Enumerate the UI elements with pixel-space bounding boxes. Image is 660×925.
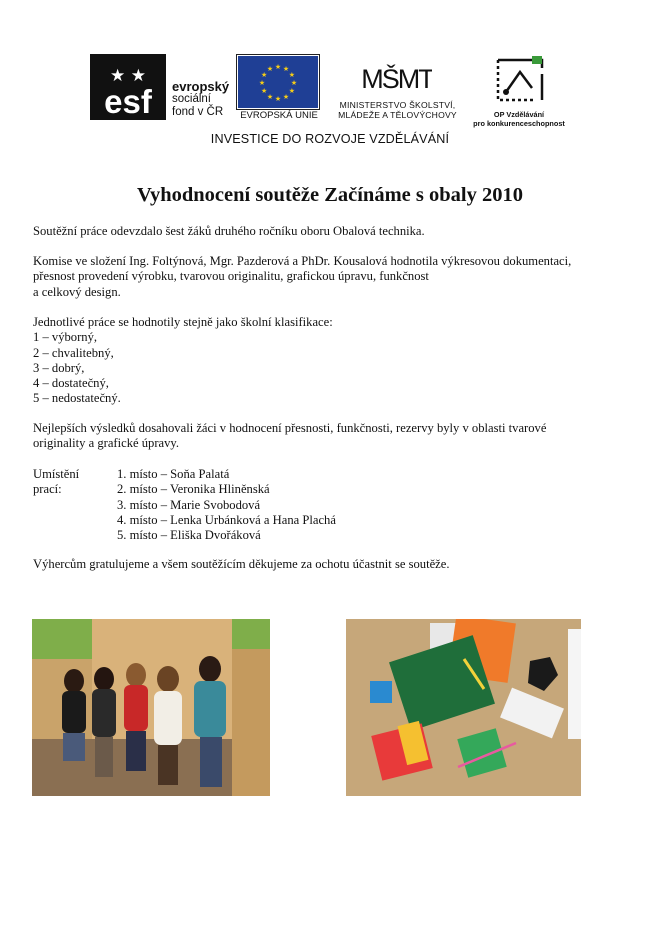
packaging-photo	[346, 619, 581, 796]
msmt-logo	[362, 54, 432, 98]
committee-line: přesnost provedení výrobku, tvarovou originalitu, grafickou úpravu, funkčnost	[33, 269, 429, 284]
page-title: Vyhodnocení soutěže Začínáme s obaly 2010	[137, 184, 523, 206]
grade-item: 1 – výborný,	[33, 330, 98, 345]
placement-item: 5. místo – Eliška Dvořáková	[117, 528, 261, 543]
results-line: originality a grafické úpravy.	[33, 436, 180, 451]
msmt-line-1: MINISTERSTVO ŠKOLSTVÍ,	[339, 100, 456, 110]
closing-paragraph: Výhercům gratulujeme a všem soutěžícím děkujeme za ochotu účastnit se soutěže.	[33, 557, 450, 571]
esf-logo-text	[172, 80, 229, 119]
grade-item: 4 – dostatečný,	[33, 376, 109, 391]
eu-star-icon: ★	[282, 92, 290, 101]
msmt-logo-mark: MŠMT	[362, 64, 432, 94]
results-paragraph	[33, 421, 633, 452]
placement-item: 3. místo – Marie Svobodová	[117, 497, 261, 512]
esf-line-3: fond v ČR	[172, 106, 224, 118]
intro-paragraph: Soutěžní práce odevzdalo šest žáků druhého ročníku oboru Obalová technika.	[33, 224, 425, 238]
placement-item: 1. místo – Soňa Palatá	[117, 467, 230, 481]
grading-intro: Jednotlivé práce se hodnotily stejně jako školní klasifikace:	[33, 315, 333, 329]
op-logo	[492, 54, 548, 108]
students-photo-graphic	[32, 619, 270, 796]
op-line-1: OP Vzdělávání	[493, 110, 545, 119]
eu-star-icon: ★	[260, 71, 268, 79]
packaging-photo-graphic	[346, 619, 581, 796]
grade-item: 3 – dobrý,	[33, 360, 85, 375]
esf-line-2: sociální	[172, 93, 211, 105]
placement-item: 4. místo – Lenka Urbánková a Hana Plachá	[117, 512, 336, 527]
eu-stars-icon	[237, 55, 319, 109]
eu-star-icon: ★	[258, 79, 266, 87]
eu-star-icon: ★	[274, 95, 282, 103]
eu-star-icon: ★	[288, 87, 296, 95]
grade-item: 5 – nedostatečný.	[33, 391, 121, 406]
msmt-logo-graphic	[362, 54, 432, 98]
results-line: Nejlepších výsledků dosahovali žáci v hodnocení přesnosti, funkčnosti, rezervy byly v oblasti tvarové	[33, 421, 547, 435]
grade-item: 2 – chvalitebný,	[33, 345, 114, 360]
eu-star-icon: ★	[290, 79, 298, 87]
eu-star-icon: ★	[288, 71, 296, 79]
msmt-label	[325, 100, 470, 120]
op-logo-icon	[492, 54, 548, 108]
eu-flag-logo	[236, 54, 320, 110]
students-photo	[32, 619, 270, 796]
esf-logo-graphic	[90, 54, 166, 120]
eu-star-icon: ★	[274, 63, 282, 71]
placement-item: 2. místo – Veronika Hliněnská	[117, 482, 270, 497]
eu-star-icon: ★	[282, 65, 290, 74]
eu-label: EVROPSKÁ UNIE	[240, 110, 318, 121]
esf-line-1: evropský	[172, 79, 230, 94]
committee-line: a celkový design.	[33, 284, 121, 299]
star-icon: ★ ★	[110, 66, 146, 86]
esf-logo	[90, 54, 166, 120]
grading-section	[33, 315, 633, 407]
eu-star-icon: ★	[266, 92, 274, 101]
op-label	[470, 110, 568, 128]
msmt-line-2: MLÁDEŽE A TĚLOVÝCHOVY	[338, 110, 457, 120]
placements-label: Umístění prací:	[33, 467, 80, 497]
esf-logo-mark: esf	[104, 83, 152, 120]
placements-list	[117, 467, 336, 543]
committee-paragraph	[33, 254, 633, 300]
eu-star-icon: ★	[266, 65, 274, 74]
eu-star-icon: ★	[260, 87, 268, 95]
investice-tagline: INVESTICE DO ROZVOJE VZDĚLÁVÁNÍ	[210, 132, 450, 146]
op-line-2: pro konkurenceschopnost	[473, 119, 565, 128]
committee-line: Komise ve složení Ing. Foltýnová, Mgr. Pazderová a PhDr. Kousalová hodnotila výkresovou dokumentaci,	[33, 254, 572, 268]
